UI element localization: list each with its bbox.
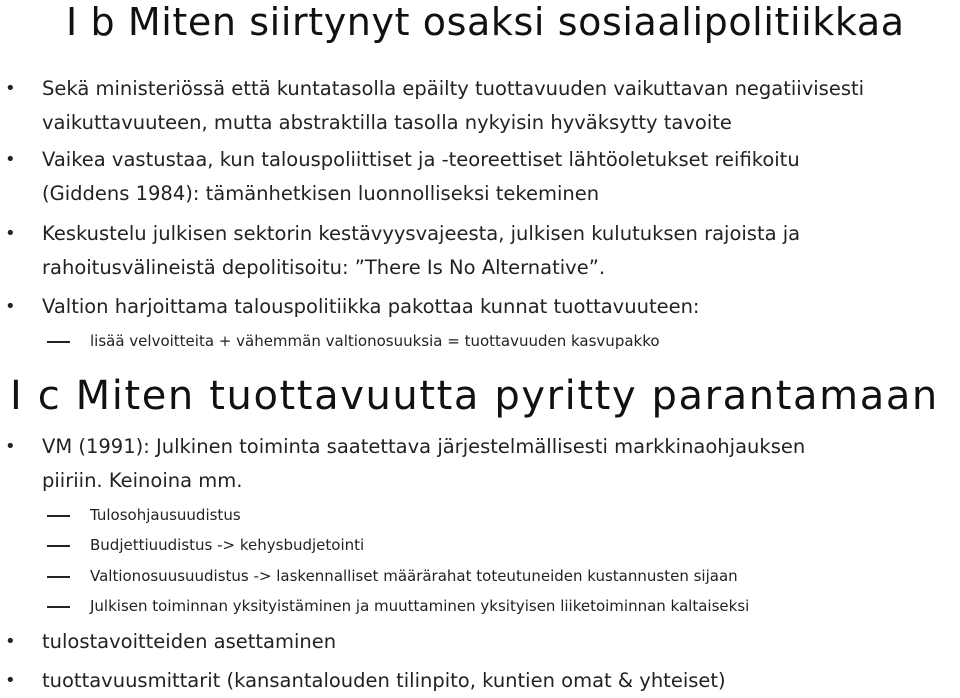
bullet-dot: • <box>5 149 16 170</box>
sub-bullet-item <box>90 326 660 356</box>
dash-marker <box>47 576 70 578</box>
bullet-item <box>5 625 337 659</box>
bullet-dot: • <box>5 670 16 691</box>
dash-marker <box>47 545 70 547</box>
slide-heading-2: I c Miten tuottavuutta pyritty parantamaan <box>10 373 939 419</box>
sub-bullet-text: Julkisen toiminnan yksityistäminen ja muuttaminen yksityisen liiketoiminnan kaltaiseksi <box>90 597 750 615</box>
dash-marker <box>47 515 70 517</box>
bullet-dot: • <box>5 296 16 317</box>
bullet-text-line: piiriin. Keinoina mm. <box>42 469 243 492</box>
bullet-text-line: tuottavuusmittarit (kansantalouden tilinpito, kuntien omat & yhteiset) <box>42 669 726 692</box>
bullet-text-line: Vaikea vastustaa, kun talouspoliittiset ja -teoreettiset lähtöoletukset reifikoitu <box>42 148 800 171</box>
slide-heading-1: I b Miten siirtynyt osaksi sosiaalipolitiikkaa <box>66 0 905 44</box>
bullet-text-line: tulostavoitteiden asettaminen <box>42 630 337 653</box>
sub-bullet-item <box>90 561 738 591</box>
dash-marker <box>47 341 70 343</box>
bullet-item <box>5 143 800 211</box>
bullet-text-line: Keskustelu julkisen sektorin kestävyysvajeesta, julkisen kulutuksen rajoista ja <box>42 222 801 245</box>
dash-marker <box>47 606 70 608</box>
bullet-text-line: (Giddens 1984): tämänhetkisen luonnolliseksi tekeminen <box>42 182 600 205</box>
bullet-item <box>5 430 806 498</box>
sub-bullet-item <box>90 591 749 621</box>
bullet-item <box>5 664 726 698</box>
bullet-text-line: vaikuttavuuteen, mutta abstraktilla tasolla nykyisin hyväksytty tavoite <box>42 111 732 134</box>
sub-bullet-text: Budjettiuudistus -> kehysbudjetointi <box>90 536 365 554</box>
bullet-dot: • <box>5 223 16 244</box>
bullet-item <box>5 290 700 324</box>
bullet-text-line: Sekä ministeriössä että kuntatasolla epäilty tuottavuuden vaikuttavan negatiivisesti <box>42 77 865 100</box>
bullet-dot: • <box>5 631 16 652</box>
sub-bullet-item <box>90 530 364 560</box>
bullet-text-line: rahoitusvälineistä depolitisoitu: ”There Is No Alternative”. <box>42 256 606 279</box>
bullet-item <box>5 72 865 140</box>
bullet-dot: • <box>5 436 16 457</box>
sub-bullet-text: lisää velvoitteita + vähemmän valtionosuuksia = tuottavuuden kasvupakko <box>90 332 660 350</box>
bullet-dot: • <box>5 78 16 99</box>
sub-bullet-text: Valtionosuusuudistus -> laskennalliset määrärahat toteutuneiden kustannusten sijaan <box>90 567 738 585</box>
bullet-text-line: Valtion harjoittama talouspolitiikka pakottaa kunnat tuottavuuteen: <box>42 295 700 318</box>
bullet-text-line: VM (1991): Julkinen toiminta saatettava järjestelmällisesti markkinaohjauksen <box>42 435 806 458</box>
bullet-item <box>5 217 801 285</box>
sub-bullet-text: Tulosohjausuudistus <box>90 506 241 524</box>
sub-bullet-item <box>90 500 241 530</box>
